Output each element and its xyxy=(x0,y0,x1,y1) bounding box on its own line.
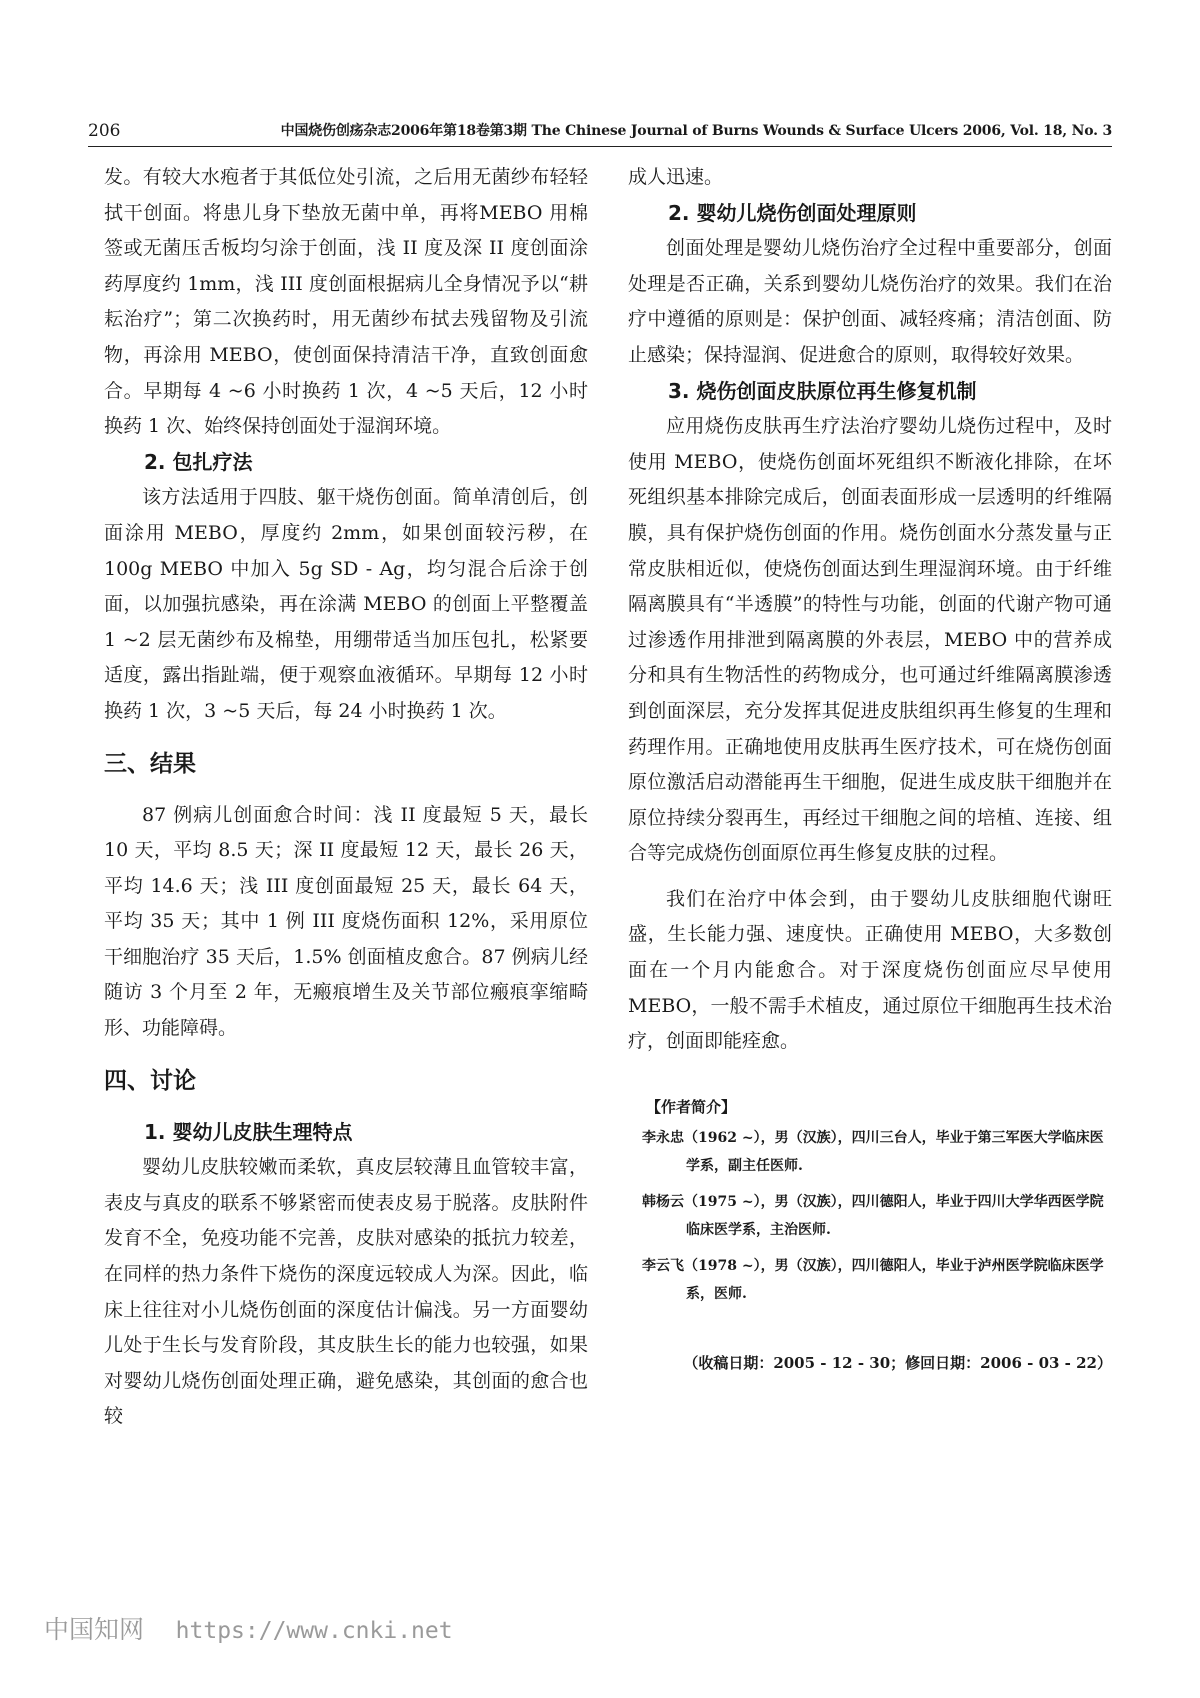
subheading-bandage-therapy: 2. 包扎疗法 xyxy=(144,449,253,474)
paragraph-bandage-therapy: 该方法适用于四肢、躯干烧伤创面。简单清创后，创面涂用 MEBO，厚度约 2mm，如果创面较污秽，在 100g MEBO 中加入 5g SD - Ag，均匀混合后涂于创面，以加强抗感染，再在涂满 MEBO 的创面上平整覆盖 1 ~2 层无菌纱布及棉垫，用绷带适当加压包扎，松紧要适度，露出指趾端，便于观察血液循环。早期每 12 小时换药 1 次，3 ~5 天后，每 24 小时换药 1 次。 xyxy=(104,486,588,722)
paragraph-wound-principles: 创面处理是婴幼儿烧伤治疗全过程中重要部分，创面处理是否正确，关系到婴幼儿烧伤治疗的效果。我们在治疗中遵循的原则是：保护创面、减轻疼痛；清洁创面、防止感染；保持湿润、促进愈合的原则，取得较好效果。 xyxy=(628,237,1112,366)
author-bios-title: 【作者简介】 xyxy=(646,1097,737,1116)
paragraph-experience: 我们在治疗中体会到，由于婴幼儿皮肤细胞代谢旺盛，生长能力强、速度快。正确使用 MEBO，大多数创面在一个月内能愈合。对于深度烧伤创面应尽早使用 MEBO，一般不需手术植皮，通过原位干细胞再生技术治疗，创面即能痊愈。 xyxy=(628,887,1112,1053)
site-name: 中国知网 xyxy=(44,1615,145,1644)
section-heading-results: 三、结果 xyxy=(104,750,196,777)
page-number: 206 xyxy=(88,121,121,141)
author-entry: 李云飞（1978 ~），男（汉族），四川德阳人，毕业于泸州医学院临床医学系，医师. xyxy=(642,1257,1104,1302)
left-column xyxy=(104,160,588,1435)
running-header xyxy=(88,118,1112,147)
received-revised-dates: （收稿日期：2005 - 12 - 30；修回日期：2006 - 03 - 22） xyxy=(683,1353,1112,1372)
author-entry: 李永忠（1962 ~），男（汉族），四川三台人，毕业于第三军医大学临床医学系，副主任医师. xyxy=(642,1129,1104,1174)
section-heading-discussion: 四、讨论 xyxy=(104,1067,196,1094)
subheading-skin-physiology: 1. 婴幼儿皮肤生理特点 xyxy=(144,1119,353,1144)
journal-citation: 中国烧伤创疡杂志2006年第18卷第3期 The Chinese Journal of Burns Wounds & Surface Ulcers 2006, Vol. 18, No. 3 xyxy=(280,123,1112,139)
author-entry: 韩杨云（1975 ~），男（汉族），四川德阳人，毕业于四川大学华西医学院临床医学系，主治医师. xyxy=(642,1193,1104,1238)
paragraph-regeneration-mechanism: 应用烧伤皮肤再生疗法治疗婴幼儿烧伤过程中，及时使用 MEBO，使烧伤创面坏死组织不断液化排除，在坏死组织基本排除完成后，创面表面形成一层透明的纤维隔膜，具有保护烧伤创面的作用。烧伤创面水分蒸发量与正常皮肤相近似，使烧伤创面达到生理湿润环境。由于纤维隔离膜具有“半透膜”的特性与功能，创面的代谢产物可通过渗透作用排泄到隔离膜的外表层，MEBO 中的营养成分和具有生物活性的药物成分，也可通过纤维隔离膜渗透到创面深层，充分发挥其促进皮肤组织再生修复的生理和药理作用。正确地使用皮肤再生医疗技术，可在烧伤创面原位激活启动潜能再生干细胞，促进生成皮肤干细胞并在原位持续分裂再生，再经过干细胞之间的培植、连接、组合等完成烧伤创面原位再生修复皮肤的过程。 xyxy=(628,415,1112,865)
paragraph-results: 87 例病儿创面愈合时间：浅 II 度最短 5 天，最长 10 天，平均 8.5 天；深 II 度最短 12 天，最长 26 天，平均 14.6 天；浅 III 度创面最短 25 天，最长 64 天，平均 35 天；其中 1 例 III 度烧伤面积 12%，采用原位干细胞治疗 35 天后，1.5% 创面植皮愈合。87 例病儿经随访 3 个月至 2 年，无瘢痕增生及关节部位瘢痕挛缩畸形、功能障碍。 xyxy=(104,803,588,1040)
paragraph-skin-physiology-continued: 成人迅速。 xyxy=(628,166,724,188)
subheading-regeneration-mechanism: 3. 烧伤创面皮肤原位再生修复机制 xyxy=(668,378,977,403)
author-bios xyxy=(628,1094,1112,1308)
subheading-wound-principles: 2. 婴幼儿烧伤创面处理原则 xyxy=(668,200,917,225)
right-column xyxy=(628,160,1112,1376)
paragraph-skin-physiology: 婴幼儿皮肤较嫩而柔软，真皮层较薄且血管较丰富，表皮与真皮的联系不够紧密而使表皮易于脱落。皮肤附件发育不全，免疫功能不完善，皮肤对感染的抵抗力较差，在同样的热力条件下烧伤的深度远较成人为深。因此，临床上往往对小儿烧伤创面的深度估计偏浅。另一方面婴幼儿处于生长与发育阶段，其皮肤生长的能力也较强，如果对婴幼儿烧伤创面处理正确，避免感染，其创面的愈合也较 xyxy=(104,1156,588,1428)
paragraph-wet-therapy-continued: 发。有较大水疱者于其低位处引流，之后用无菌纱布轻轻拭干创面。将患儿身下垫放无菌中单，再将MEBO 用棉签或无菌压舌板均匀涂于创面，浅 II 度及深 II 度创面涂药厚度约 1mm，浅 III 度创面根据病儿全身情况予以“耕耘治疗”；第二次换药时，用无菌纱布拭去残留物及引流物，再涂用 MEBO，使创面保持清洁干净，直致创面愈合。早期每 4 ~6 小时换药 1 次，4 ~5 天后，12 小时换药 1 次、始终保持创面处于湿润环境。 xyxy=(104,166,588,438)
watermark-footer xyxy=(44,1610,453,1646)
site-url: https://www.cnki.net xyxy=(175,1618,453,1644)
